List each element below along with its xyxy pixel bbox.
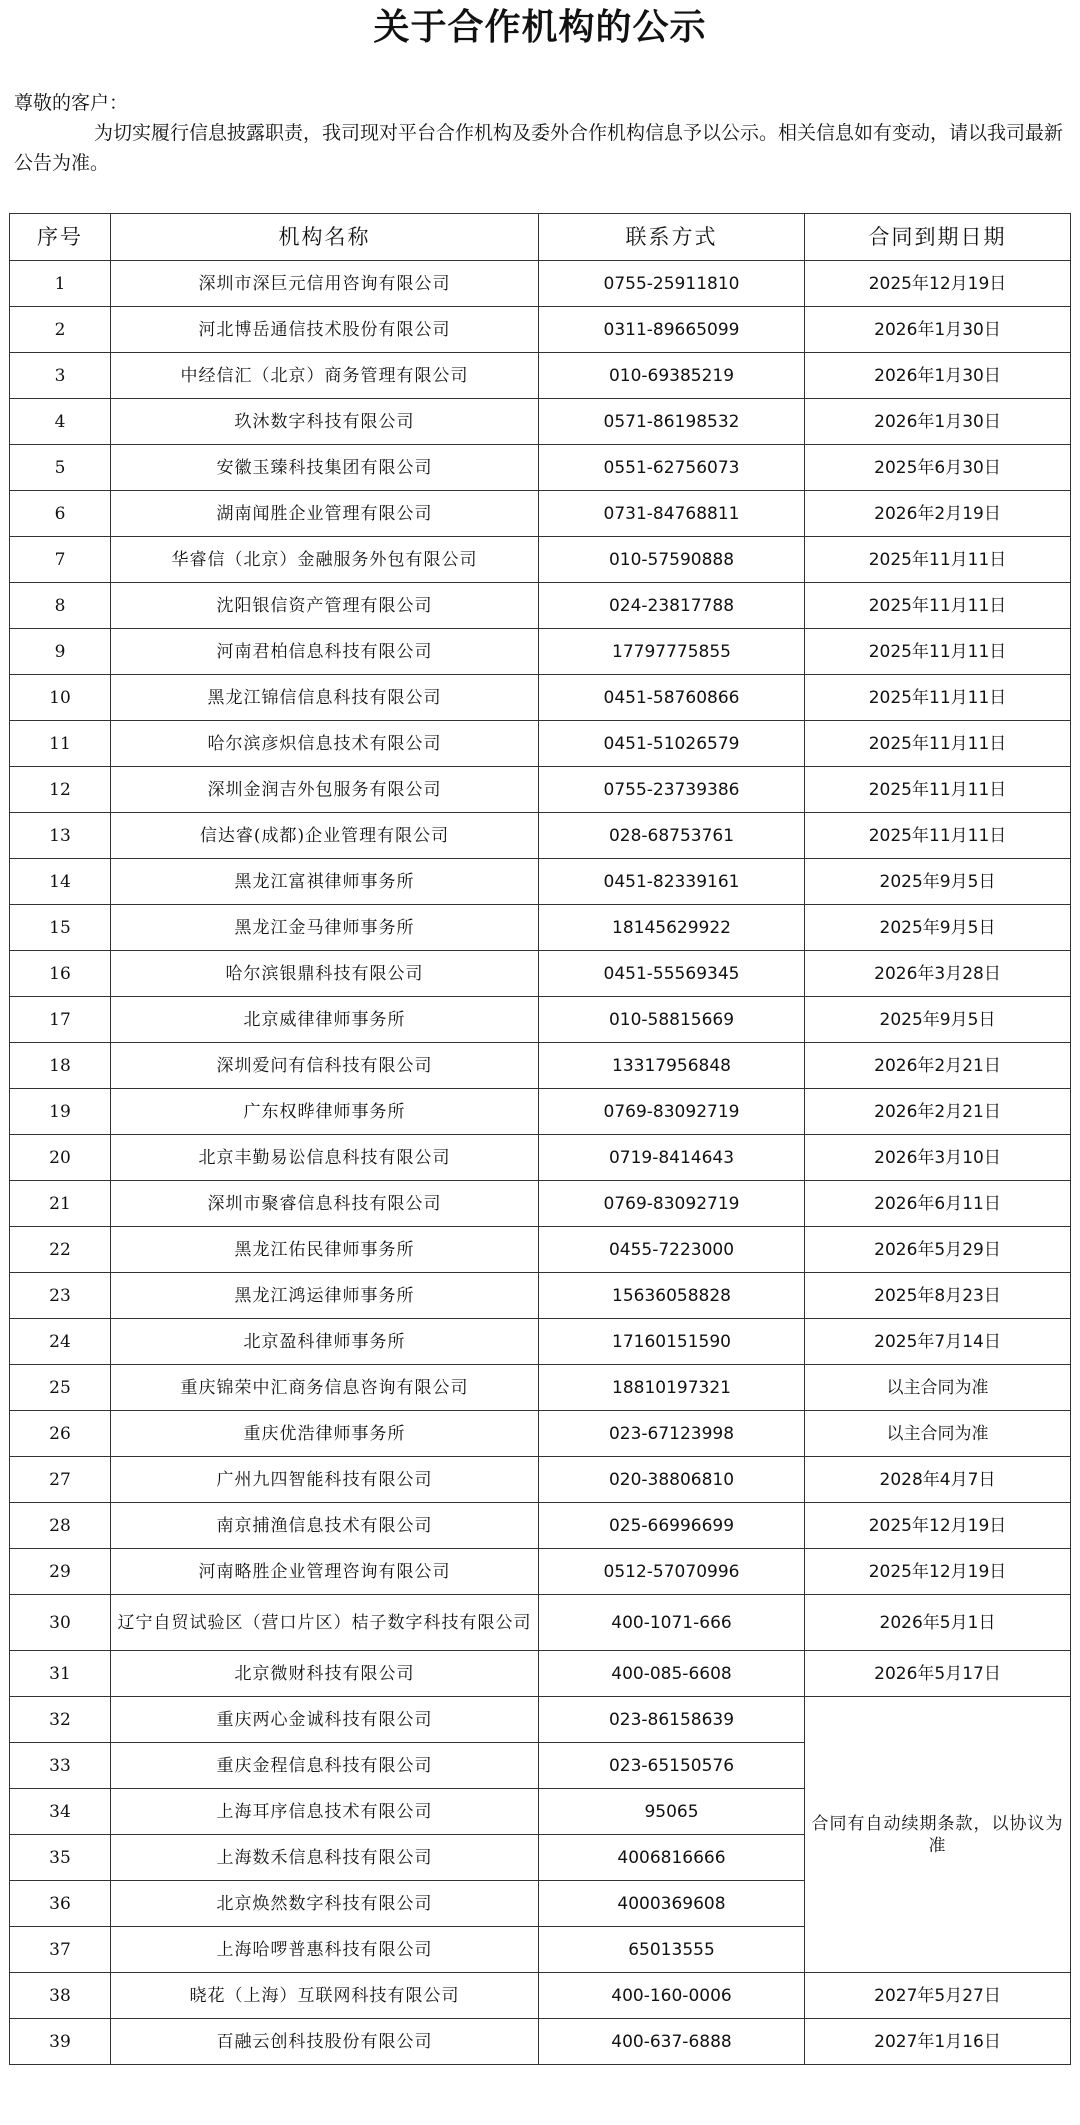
table-row [10,1549,1071,1595]
row-index: 16 [10,951,111,997]
row-index: 24 [10,1319,111,1365]
table-row [10,1365,1071,1411]
contact-number: 0755-23739386 [539,767,805,813]
row-index: 37 [10,1927,111,1973]
table-row [10,629,1071,675]
expiry-date: 2026年1月30日 [805,399,1071,445]
contact-number: 0451-55569345 [539,951,805,997]
table-row [10,951,1071,997]
institution-name: 重庆优浩律师事务所 [111,1411,539,1457]
expiry-date: 2026年2月21日 [805,1043,1071,1089]
expiry-date: 2025年11月11日 [805,813,1071,859]
contact-number: 0755-25911810 [539,261,805,307]
expiry-date: 2025年7月14日 [805,1319,1071,1365]
institution-name: 哈尔滨银鼎科技有限公司 [111,951,539,997]
table-header-row [10,214,1071,261]
contact-number: 13317956848 [539,1043,805,1089]
table-row [10,399,1071,445]
contact-number: 95065 [539,1789,805,1835]
contact-number: 400-085-6608 [539,1651,805,1697]
expiry-date: 2026年5月17日 [805,1651,1071,1697]
row-index: 3 [10,353,111,399]
contact-number: 0769-83092719 [539,1089,805,1135]
institution-name: 黑龙江金马律师事务所 [111,905,539,951]
expiry-date: 2025年9月5日 [805,997,1071,1043]
table-row [10,2019,1071,2065]
expiry-date: 2026年3月10日 [805,1135,1071,1181]
contact-number: 0731-84768811 [539,491,805,537]
row-index: 21 [10,1181,111,1227]
intro-section [14,88,1066,178]
table-row [10,537,1071,583]
row-index: 1 [10,261,111,307]
contact-number: 0719-8414643 [539,1135,805,1181]
table-row [10,1273,1071,1319]
institution-name: 百融云创科技股份有限公司 [111,2019,539,2065]
expiry-date: 2028年4月7日 [805,1457,1071,1503]
contact-number: 024-23817788 [539,583,805,629]
expiry-date: 2025年9月5日 [805,905,1071,951]
row-index: 33 [10,1743,111,1789]
contact-number: 17160151590 [539,1319,805,1365]
table-row [10,1651,1071,1697]
table-row [10,767,1071,813]
expiry-date: 2026年5月1日 [805,1595,1071,1651]
institution-name: 华睿信（北京）金融服务外包有限公司 [111,537,539,583]
row-index: 25 [10,1365,111,1411]
institution-name: 玖沐数字科技有限公司 [111,399,539,445]
contact-number: 0451-51026579 [539,721,805,767]
contact-number: 010-57590888 [539,537,805,583]
row-index: 27 [10,1457,111,1503]
row-index: 23 [10,1273,111,1319]
row-index: 20 [10,1135,111,1181]
contact-number: 010-69385219 [539,353,805,399]
institution-name: 黑龙江鸿运律师事务所 [111,1273,539,1319]
row-index: 22 [10,1227,111,1273]
table-row [10,1973,1071,2019]
expiry-date: 2027年5月27日 [805,1973,1071,2019]
row-index: 35 [10,1835,111,1881]
contact-number: 023-67123998 [539,1411,805,1457]
row-index: 29 [10,1549,111,1595]
row-index: 32 [10,1697,111,1743]
expiry-date: 2026年1月30日 [805,307,1071,353]
row-index: 7 [10,537,111,583]
contact-number: 0451-58760866 [539,675,805,721]
row-index: 13 [10,813,111,859]
institution-name: 中经信汇（北京）商务管理有限公司 [111,353,539,399]
institution-name: 信达睿(成都)企业管理有限公司 [111,813,539,859]
contact-number: 0571-86198532 [539,399,805,445]
contact-number: 400-637-6888 [539,2019,805,2065]
institution-name: 广东权晔律师事务所 [111,1089,539,1135]
intro-paragraph: 为切实履行信息披露职责，我司现对平台合作机构及委外合作机构信息予以公示。相关信息如有变动，请以我司最新公告为准。 [14,122,1064,174]
institution-name: 黑龙江佑民律师事务所 [111,1227,539,1273]
table-row [10,813,1071,859]
table-row [10,1595,1071,1651]
row-index: 34 [10,1789,111,1835]
institution-name: 重庆两心金诚科技有限公司 [111,1697,539,1743]
contact-number: 010-58815669 [539,997,805,1043]
row-index: 31 [10,1651,111,1697]
document-title: 关于合作机构的公示 [373,7,707,48]
institution-name: 北京焕然数字科技有限公司 [111,1881,539,1927]
table-row [10,1043,1071,1089]
institution-name: 深圳金润吉外包服务有限公司 [111,767,539,813]
table-row [10,583,1071,629]
institution-name: 沈阳银信资产管理有限公司 [111,583,539,629]
institution-name: 黑龙江富祺律师事务所 [111,859,539,905]
institution-name: 河北博岳通信技术股份有限公司 [111,307,539,353]
table-body [10,261,1071,2065]
institution-name: 北京威律律师事务所 [111,997,539,1043]
expiry-date: 2025年11月11日 [805,629,1071,675]
contact-number: 18810197321 [539,1365,805,1411]
header-contact: 联系方式 [539,214,805,261]
row-index: 26 [10,1411,111,1457]
expiry-date: 2025年11月11日 [805,583,1071,629]
contact-number: 18145629922 [539,905,805,951]
table-row [10,721,1071,767]
row-index: 6 [10,491,111,537]
row-index: 36 [10,1881,111,1927]
expiry-date: 2026年2月21日 [805,1089,1071,1135]
institution-name: 北京丰勤易讼信息科技有限公司 [111,1135,539,1181]
contact-number: 0512-57070996 [539,1549,805,1595]
row-index: 28 [10,1503,111,1549]
contact-number: 0455-7223000 [539,1227,805,1273]
row-index: 18 [10,1043,111,1089]
table-row [10,307,1071,353]
expiry-date: 2025年8月23日 [805,1273,1071,1319]
table-row [10,1503,1071,1549]
contact-number: 025-66996699 [539,1503,805,1549]
contact-number: 4006816666 [539,1835,805,1881]
contact-number: 0451-82339161 [539,859,805,905]
table-row [10,1411,1071,1457]
institution-name: 河南君柏信息科技有限公司 [111,629,539,675]
institution-name: 湖南闻胜企业管理有限公司 [111,491,539,537]
table-row [10,997,1071,1043]
institution-name: 北京微财科技有限公司 [111,1651,539,1697]
merged-expiry-note: 合同有自动续期条款，以协议为准 [805,1697,1071,1973]
contact-number: 4000369608 [539,1881,805,1927]
row-index: 15 [10,905,111,951]
contact-number: 400-1071-666 [539,1595,805,1651]
table-row [10,1135,1071,1181]
expiry-date: 2025年12月19日 [805,1549,1071,1595]
table-row [10,859,1071,905]
header-expiry-date: 合同到期日期 [805,214,1071,261]
institution-name: 重庆锦荣中汇商务信息咨询有限公司 [111,1365,539,1411]
institution-name: 上海数禾信息科技有限公司 [111,1835,539,1881]
institution-name: 河南略胜企业管理咨询有限公司 [111,1549,539,1595]
expiry-date: 2026年2月19日 [805,491,1071,537]
table-row [10,445,1071,491]
row-index: 39 [10,2019,111,2065]
expiry-date: 2025年6月30日 [805,445,1071,491]
expiry-date: 2025年9月5日 [805,859,1071,905]
institution-name: 晓花（上海）互联网科技有限公司 [111,1973,539,2019]
contact-number: 020-38806810 [539,1457,805,1503]
institution-name: 深圳市聚睿信息科技有限公司 [111,1181,539,1227]
expiry-date: 2025年12月19日 [805,261,1071,307]
expiry-date: 2025年11月11日 [805,767,1071,813]
table-row [10,353,1071,399]
contact-number: 0769-83092719 [539,1181,805,1227]
row-index: 4 [10,399,111,445]
contact-number: 17797775855 [539,629,805,675]
institution-name: 安徽玉臻科技集团有限公司 [111,445,539,491]
partner-institutions-table [9,213,1071,2065]
expiry-date: 2025年11月11日 [805,675,1071,721]
table-row [10,1457,1071,1503]
row-index: 17 [10,997,111,1043]
row-index: 5 [10,445,111,491]
greeting: 尊敬的客户： [14,92,129,114]
institution-name: 深圳爱问有信科技有限公司 [111,1043,539,1089]
row-index: 11 [10,721,111,767]
institution-name: 哈尔滨彦炽信息技术有限公司 [111,721,539,767]
contact-number: 65013555 [539,1927,805,1973]
table-row [10,905,1071,951]
table-row [10,1089,1071,1135]
expiry-date: 2027年1月16日 [805,2019,1071,2065]
expiry-date: 以主合同为准 [805,1411,1071,1457]
contact-number: 400-160-0006 [539,1973,805,2019]
contact-number: 0551-62756073 [539,445,805,491]
contact-number: 023-86158639 [539,1697,805,1743]
row-index: 14 [10,859,111,905]
expiry-date: 2026年6月11日 [805,1181,1071,1227]
row-index: 12 [10,767,111,813]
header-institution-name: 机构名称 [111,214,539,261]
institution-name: 北京盈科律师事务所 [111,1319,539,1365]
row-index: 30 [10,1595,111,1651]
contact-number: 15636058828 [539,1273,805,1319]
row-index: 19 [10,1089,111,1135]
expiry-date: 2025年11月11日 [805,537,1071,583]
expiry-date: 以主合同为准 [805,1365,1071,1411]
expiry-date: 2026年5月29日 [805,1227,1071,1273]
expiry-date: 2025年11月11日 [805,721,1071,767]
contact-number: 023-65150576 [539,1743,805,1789]
row-index: 10 [10,675,111,721]
expiry-date: 2025年12月19日 [805,1503,1071,1549]
institution-name: 上海耳序信息技术有限公司 [111,1789,539,1835]
expiry-date: 2026年1月30日 [805,353,1071,399]
institution-name: 辽宁自贸试验区（营口片区）桔子数字科技有限公司 [111,1595,539,1651]
institution-name: 深圳市深巨元信用咨询有限公司 [111,261,539,307]
institution-name: 南京捕渔信息技术有限公司 [111,1503,539,1549]
row-index: 38 [10,1973,111,2019]
table-row [10,1319,1071,1365]
contact-number: 028-68753761 [539,813,805,859]
institution-name: 上海哈啰普惠科技有限公司 [111,1927,539,1973]
table-row [10,261,1071,307]
institution-name: 广州九四智能科技有限公司 [111,1457,539,1503]
row-index: 9 [10,629,111,675]
contact-number: 0311-89665099 [539,307,805,353]
expiry-date: 2026年3月28日 [805,951,1071,997]
table-row [10,1697,1071,1743]
table-row [10,1181,1071,1227]
table-row [10,491,1071,537]
row-index: 2 [10,307,111,353]
institution-name: 黑龙江锦信信息科技有限公司 [111,675,539,721]
table-row [10,675,1071,721]
table-row [10,1227,1071,1273]
institution-name: 重庆金程信息科技有限公司 [111,1743,539,1789]
row-index: 8 [10,583,111,629]
header-index: 序号 [10,214,111,261]
